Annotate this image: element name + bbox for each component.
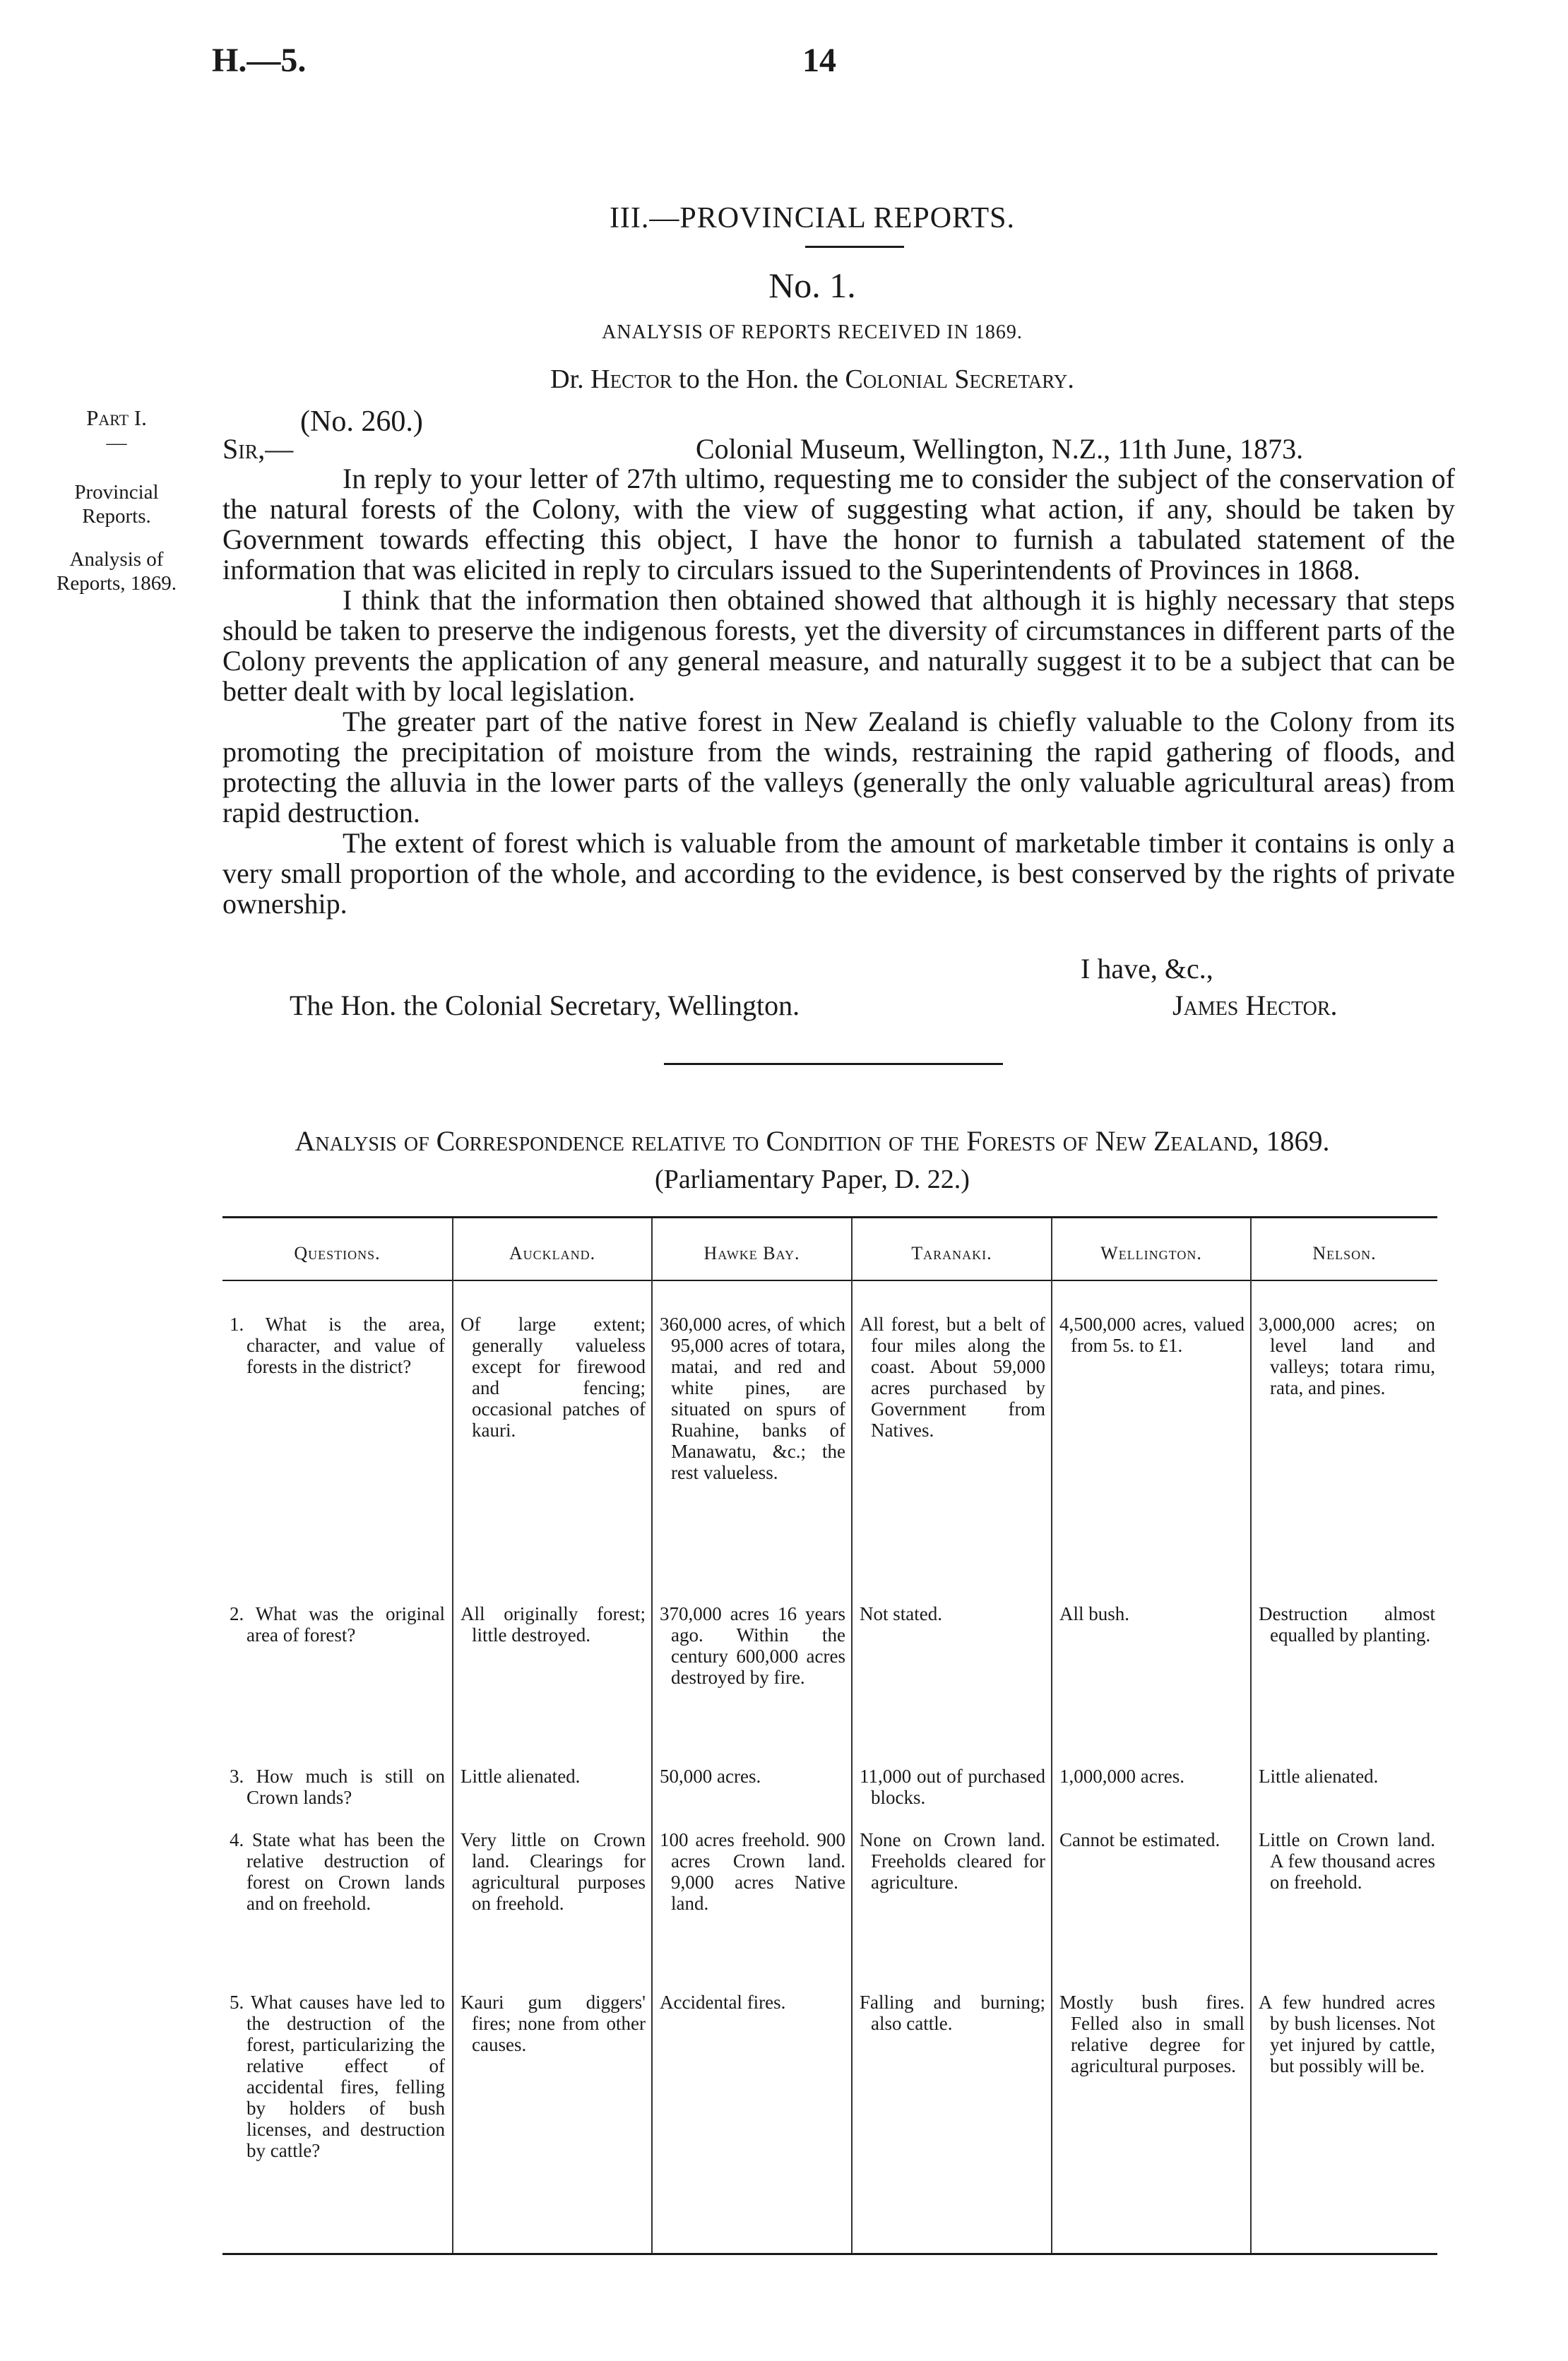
question-cell: 4. State what has been the relative destruction of forest on Crown lands and on freehold. [230, 1829, 445, 1914]
answer-cell-taranaki: Falling and burning; also cattle. [860, 1992, 1045, 2034]
answer-cell-wellington: All bush. [1059, 1603, 1130, 1624]
table-header-rule [222, 1280, 1437, 1281]
answer-cell-wellington: 4,500,000 acres, valued from 5s. to £1. [1059, 1314, 1245, 1356]
column-divider [651, 1218, 653, 2253]
answer-cell-auckland: Of large extent; generally valueless except for firewood and fencing; occasional patches of kauri. [461, 1314, 646, 1441]
answer-cell-taranaki: All forest, but a belt of four miles along the coast. About 59,000 acres purchased by Government from Natives. [860, 1314, 1045, 1441]
answer-cell-wellington: Mostly bush fires. Felled also in small relative degree for agricultural purposes. [1059, 1992, 1245, 2076]
section-divider [664, 1063, 1003, 1065]
answer-cell-hawke-bay: Accidental fires. [660, 1992, 786, 2013]
answer-cell-nelson: Little on Crown land. A few thousand acres on freehold. [1259, 1829, 1435, 1893]
answer-cell-wellington: Cannot be estimated. [1059, 1829, 1220, 1850]
answer-cell-nelson: Little alienated. [1259, 1766, 1379, 1787]
answer-cell-taranaki: 11,000 out of purchased blocks. [860, 1766, 1045, 1808]
column-divider [1051, 1218, 1052, 2253]
answer-cell-auckland: Kauri gum diggers' fires; none from other causes. [461, 1992, 646, 2055]
answer-cell-auckland: Very little on Crown land. Clearings for agricultural purposes on freehold. [461, 1829, 646, 1914]
column-header-nelson: Nelson. [1312, 1243, 1377, 1263]
salutation: Sir,— [222, 433, 294, 465]
answer-cell-auckland: Little alienated. [461, 1766, 581, 1787]
answer-cell-hawke-bay: 360,000 acres, of which 95,000 acres of totara, matai, and red and white pines, are situated on spurs of Ruahine, banks of Manawatu, &c.; the rest valueless. [660, 1314, 845, 1483]
table-title: Analysis of Correspondence relative to Condition of the Forests of New Zealand, 1869. [295, 1125, 1330, 1157]
analysis-heading: ANALYSIS OF REPORTS RECEIVED IN 1869. [602, 321, 1023, 343]
table-top-rule [222, 1216, 1437, 1218]
addressee: The Hon. the Colonial Secretary, Wellington. [290, 989, 800, 1021]
answer-cell-nelson: Destruction almost equalled by planting. [1259, 1603, 1435, 1646]
dateline: Colonial Museum, Wellington, N.Z., 11th June, 1873. [696, 433, 1304, 465]
table-bottom-rule [222, 2253, 1437, 2255]
letter-number: (No. 260.) [300, 405, 423, 438]
column-header-hawke-bay: Hawke Bay. [703, 1243, 800, 1263]
column-header-auckland: Auckland. [509, 1243, 596, 1263]
section-title: III.—PROVINCIAL REPORTS. [609, 202, 1016, 234]
letter-heading: Dr. Hector to the Hon. the Colonial Secretary. [550, 364, 1074, 394]
column-divider [851, 1218, 853, 2253]
table-subtitle: (Parliamentary Paper, D. 22.) [655, 1165, 970, 1194]
margin-note-part: Part I. [86, 405, 147, 430]
question-cell: 1. What is the area, character, and value of forests in the district? [230, 1314, 445, 1377]
margin-note-provincial: Provincial Reports. [74, 481, 159, 528]
margin-note-dash: — [106, 432, 127, 454]
answer-cell-hawke-bay: 50,000 acres. [660, 1766, 761, 1787]
report-number-title: No. 1. [768, 266, 856, 305]
signature: James Hector. [1172, 989, 1338, 1021]
column-divider [1250, 1218, 1252, 2253]
document-reference: H.—5. [212, 42, 307, 79]
paragraph: I think that the information then obtained showed that although it is highly necessary that steps should be taken to preserve the indigenous forests, yet the diversity of circumstances in different parts of the Colony prevents the application of any general measure, and naturally suggest it to be a subject that can be better dealt with by local legislation. [222, 584, 1455, 707]
paragraph: In reply to your letter of 27th ultimo, requesting me to consider the subject of the conservation of the natural forests of the Colony, with the view of suggesting what action, if any, should be taken by Government towards effecting this object, I have the honor to furnish a tabulated statement of the information that was elicited in reply to circulars issued to the Superintendents of Provinces in 1868. [222, 463, 1455, 585]
answer-cell-taranaki: None on Crown land. Freeholds cleared for agriculture. [860, 1829, 1045, 1893]
page-number: 14 [802, 42, 836, 79]
paragraph: The greater part of the native forest in New Zealand is chiefly valuable to the Colony from its promoting the precipitation of moisture from the winds, restraining the rapid gathering of floods, and protecting the alluvia in the lower parts of the valleys (generally the only valuable agricultural areas) from rapid destruction. [222, 706, 1455, 828]
column-header-wellington: Wellington. [1100, 1243, 1202, 1263]
column-header-questions: Questions. [294, 1243, 381, 1263]
answer-cell-nelson: 3,000,000 acres; on level land and valleys; totara rimu, rata, and pines. [1259, 1314, 1435, 1398]
column-header-taranaki: Taranaki. [911, 1243, 992, 1263]
letter-body [222, 463, 1455, 919]
answer-cell-nelson: A few hundred acres by bush licenses. Not yet injured by cattle, but possibly will be. [1259, 1992, 1435, 2076]
question-cell: 3. How much is still on Crown lands? [230, 1766, 445, 1808]
paragraph: The extent of forest which is valuable from the amount of marketable timber it contains is only a very small proportion of the whole, and according to the evidence, is best conserved by the rights of private ownership. [222, 827, 1455, 920]
column-divider [452, 1218, 453, 2253]
answer-cell-hawke-bay: 100 acres freehold. 900 acres Crown land. 9,000 acres Native land. [660, 1829, 845, 1914]
question-cell: 5. What causes have led to the destruction of the forest, particularizing the relative effect of accidental fires, felling by holders of bush licenses, and destruction by cattle? [230, 1992, 445, 2161]
question-cell: 2. What was the original area of forest? [230, 1603, 445, 1646]
title-rule [805, 246, 904, 248]
answer-cell-auckland: All originally forest; little destroyed. [461, 1603, 646, 1646]
answer-cell-hawke-bay: 370,000 acres 16 years ago. Within the century 600,000 acres destroyed by fire. [660, 1603, 845, 1688]
closing: I have, &c., [1081, 953, 1213, 985]
answer-cell-wellington: 1,000,000 acres. [1059, 1766, 1184, 1787]
margin-note-analysis: Analysis of Reports, 1869. [57, 548, 177, 595]
answer-cell-taranaki: Not stated. [860, 1603, 942, 1624]
